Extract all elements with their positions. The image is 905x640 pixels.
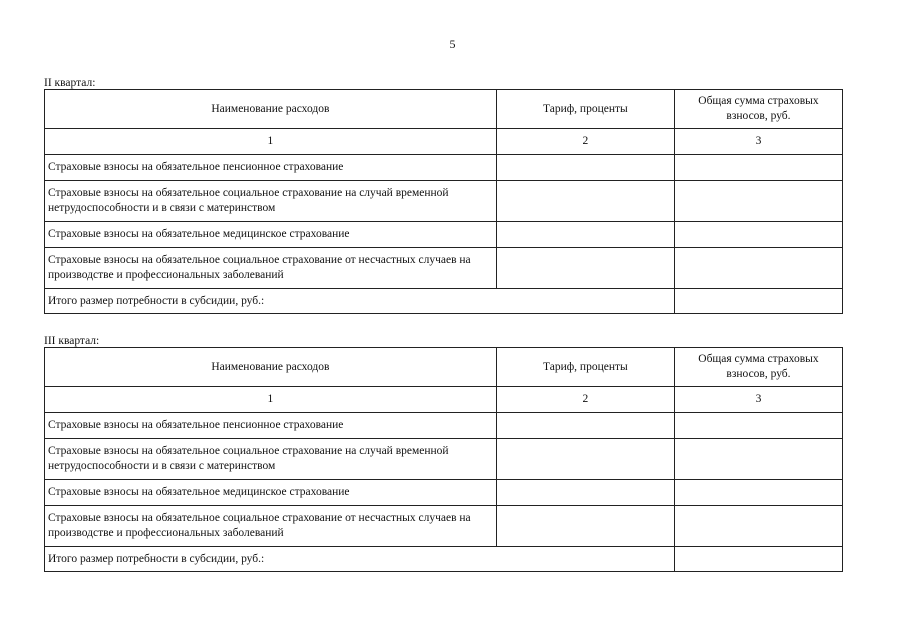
table-row (45, 248, 843, 289)
table-row (45, 155, 843, 181)
sum-cell (674, 155, 842, 181)
table-row (45, 480, 843, 506)
table-row (45, 181, 843, 222)
column-number-row (45, 129, 843, 155)
subsidy-table-q3 (44, 347, 843, 572)
expense-name-cell: Страховые взносы на обязательное медицинское страхование (45, 222, 497, 248)
header-cell-sum: Общая сумма страховых взносов, руб. (674, 348, 842, 387)
column-number: 1 (45, 387, 497, 413)
header-cell-rate: Тариф, проценты (496, 348, 674, 387)
rate-cell (496, 155, 674, 181)
expense-name-cell: Страховые взносы на обязательное пенсионное страхование (45, 413, 497, 439)
expense-name-cell: Страховые взносы на обязательное социальное страхование от несчастных случаев на производстве и профессиональных заболеваний (45, 248, 497, 289)
rate-cell (496, 181, 674, 222)
section-heading-q2: II квартал: (44, 77, 96, 89)
subsidy-table-q2 (44, 89, 843, 314)
rate-cell (496, 222, 674, 248)
total-value-cell (674, 289, 842, 314)
expense-name-cell: Страховые взносы на обязательное социальное страхование на случай временной нетрудоспособности и в связи с материнством (45, 181, 497, 222)
rate-cell (496, 480, 674, 506)
expense-name-cell: Страховые взносы на обязательное медицинское страхование (45, 480, 497, 506)
header-cell-name: Наименование расходов (45, 348, 497, 387)
sum-cell (674, 506, 842, 547)
sum-cell (674, 248, 842, 289)
page-number: 5 (449, 37, 456, 51)
sum-cell (674, 181, 842, 222)
total-row (45, 289, 843, 314)
column-number: 2 (496, 387, 674, 413)
rate-cell (496, 413, 674, 439)
sum-cell (674, 439, 842, 480)
total-label: Итого размер потребности в субсидии, руб.: (45, 289, 675, 314)
total-row (45, 547, 843, 572)
sum-cell (674, 480, 842, 506)
sum-cell (674, 222, 842, 248)
rate-cell (496, 506, 674, 547)
column-number: 1 (45, 129, 497, 155)
table-row (45, 413, 843, 439)
sum-cell (674, 413, 842, 439)
column-number: 3 (674, 387, 842, 413)
header-cell-name: Наименование расходов (45, 90, 497, 129)
column-number: 3 (674, 129, 842, 155)
table-row (45, 222, 843, 248)
rate-cell (496, 248, 674, 289)
column-number-row (45, 387, 843, 413)
table-row (45, 506, 843, 547)
table-header-row (45, 348, 843, 387)
header-cell-rate: Тариф, проценты (496, 90, 674, 129)
table-row (45, 439, 843, 480)
expense-name-cell: Страховые взносы на обязательное пенсионное страхование (45, 155, 497, 181)
rate-cell (496, 439, 674, 480)
total-value-cell (674, 547, 842, 572)
column-number: 2 (496, 129, 674, 155)
header-cell-sum: Общая сумма страховых взносов, руб. (674, 90, 842, 129)
total-label: Итого размер потребности в субсидии, руб.: (45, 547, 675, 572)
expense-name-cell: Страховые взносы на обязательное социальное страхование на случай временной нетрудоспособности и в связи с материнством (45, 439, 497, 480)
table-header-row (45, 90, 843, 129)
section-heading-q3: III квартал: (44, 335, 100, 347)
expense-name-cell: Страховые взносы на обязательное социальное страхование от несчастных случаев на производстве и профессиональных заболеваний (45, 506, 497, 547)
